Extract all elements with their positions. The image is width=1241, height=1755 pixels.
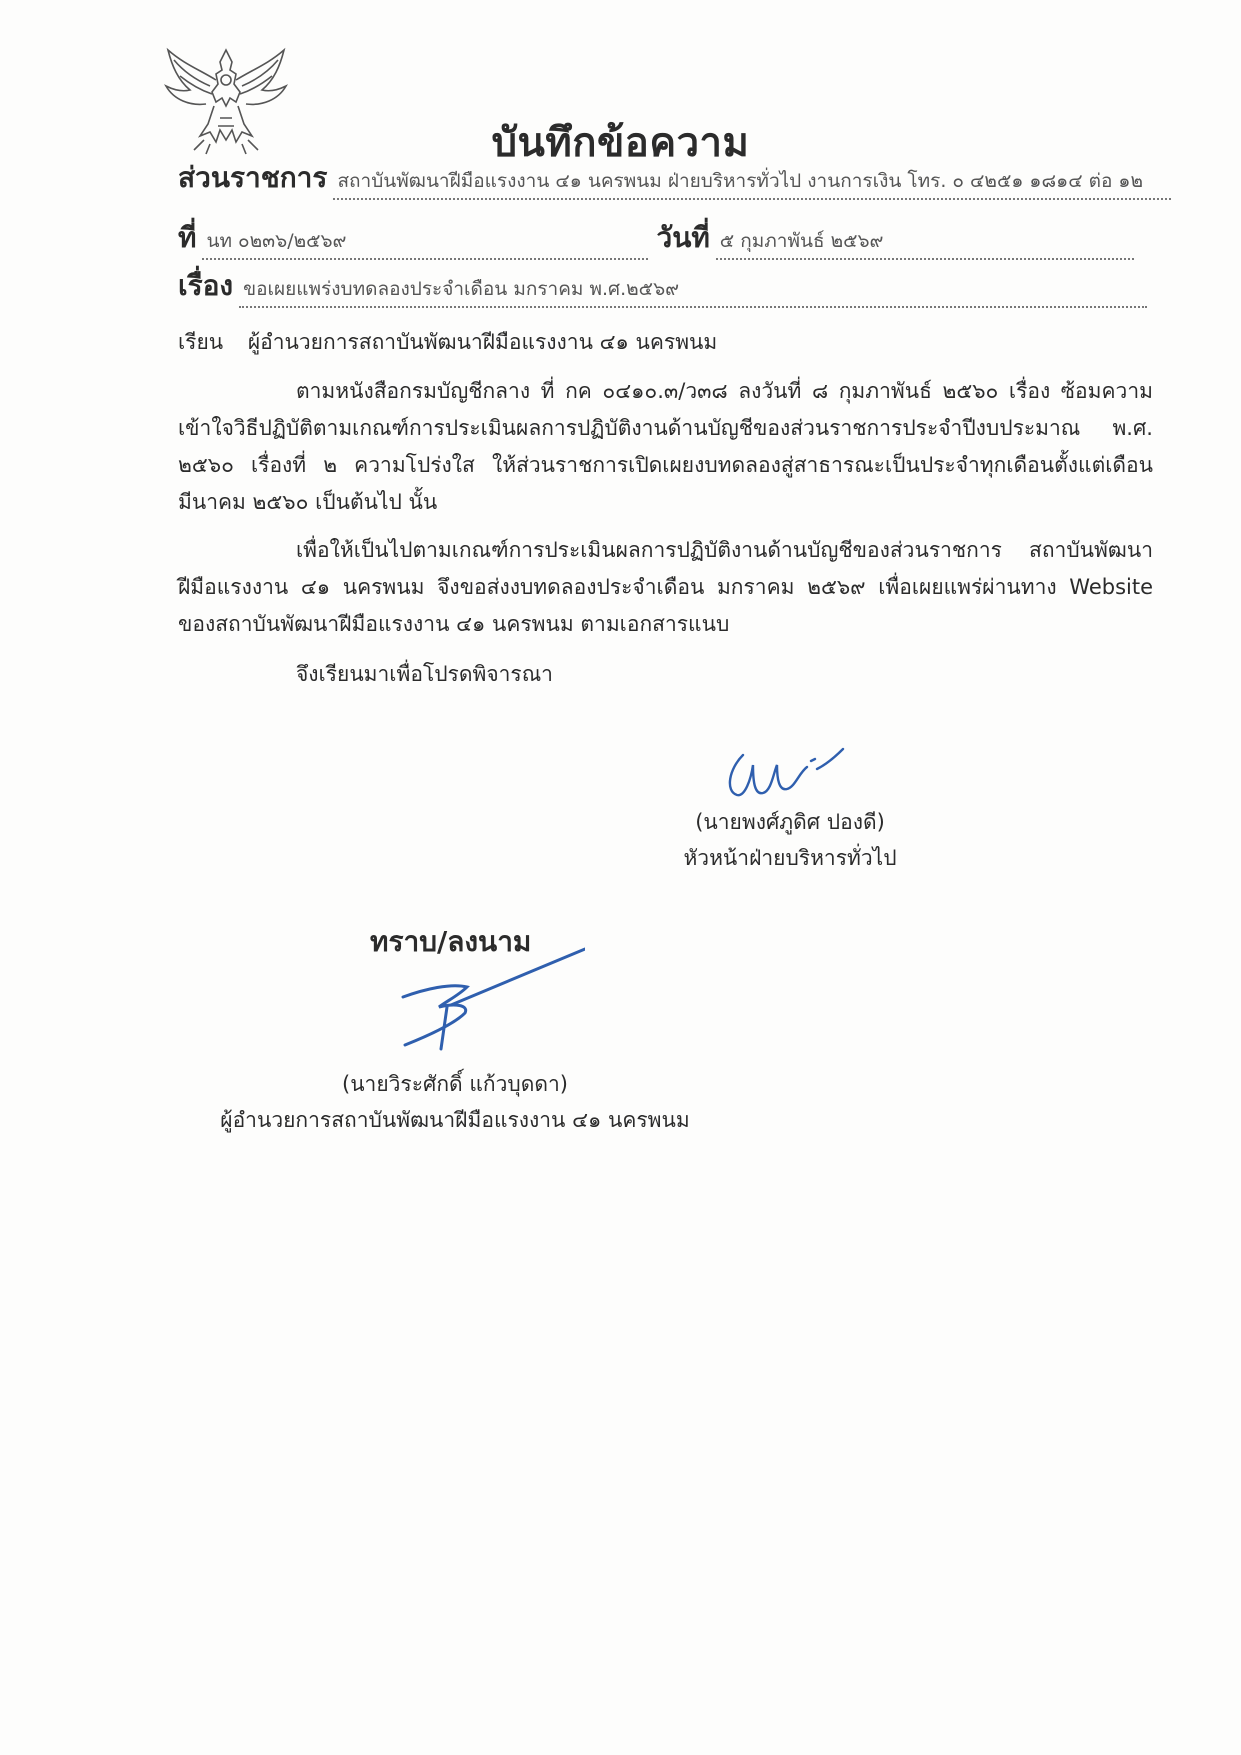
- agency-label: ส่วนราชการ: [178, 161, 328, 194]
- agency-value: สถาบันพัฒนาฝีมือแรงงาน ๔๑ นครพนม ฝ่ายบริหารทั่วไป งานการเงิน โทร. ๐ ๔๒๕๑ ๑๘๑๔ ต่อ ๑๒: [333, 166, 1171, 200]
- salutation-recipient: ผู้อำนวยการสถาบันพัฒนาฝีมือแรงงาน ๔๑ นครพนม: [247, 330, 718, 354]
- subject-row: [178, 268, 1147, 308]
- reference-date-row: [178, 220, 1134, 260]
- signature-2-icon: [395, 945, 585, 1055]
- reference-number: นท ๐๒๓๖/๒๕๖๙: [202, 226, 648, 260]
- subject-value: ขอเผยแพร่งบทดลองประจำเดือน มกราคม พ.ศ.๒๕๖๙: [239, 274, 1147, 308]
- signature-1-icon: [715, 735, 855, 805]
- signatory-2-position: ผู้อำนวยการสถาบันพัฒนาฝีมือแรงงาน ๔๑ นครพนม: [220, 1108, 690, 1132]
- signatory-1-name: (นายพงศ์ภูดิศ ปองดี): [695, 810, 885, 834]
- agency-row: [178, 160, 1171, 200]
- date-value: ๕ กุมภาพันธ์ ๒๕๖๙: [716, 226, 1134, 260]
- closing-line: จึงเรียนมาเพื่อโปรดพิจารณา: [296, 662, 553, 686]
- date-label: วันที่: [656, 221, 710, 254]
- subject-label: เรื่อง: [178, 269, 234, 302]
- signatory-1-position: หัวหน้าฝ่ายบริหารทั่วไป: [683, 846, 897, 870]
- signatory-2-name: (นายวิระศักดิ์ แก้วบุดดา): [342, 1072, 568, 1096]
- salutation: [178, 324, 1153, 361]
- document-title: บันทึกข้อความ: [491, 120, 750, 166]
- salutation-label: เรียน: [178, 330, 224, 354]
- approval-note: ทราบ/ลงนาม: [370, 925, 532, 958]
- reference-label: ที่: [178, 221, 197, 254]
- signatory-2-block: [190, 1066, 720, 1138]
- body-paragraph-1: ตามหนังสือกรมบัญชีกลาง ที่ กค ๐๔๑๐.๓/ว๓๘ ลงวันที่ ๘ กุมภาพันธ์ ๒๕๖๐ เรื่อง ซ้อมความเข้าใจวิธีปฏิบัติตามเกณฑ์การประเมินผลการปฏิบัติงานด้านบัญชีของส่วนราชการประจำปีงบประมาณ พ.ศ. ๒๕๖๐ เรื่องที่ ๒ ความโปร่งใส ให้ส่วนราชการเปิดเผยงบทดลองสู่สาธารณะเป็นประจำทุกเดือนตั้งแต่เดือน มีนาคม ๒๕๖๐ เป็นต้นไป นั้น: [178, 379, 1153, 514]
- body-paragraph-2: เพื่อให้เป็นไปตามเกณฑ์การประเมินผลการปฏิบัติงานด้านบัญชีของส่วนราชการ สถาบันพัฒนาฝีมือแรงงาน ๔๑ นครพนม จึงขอส่งงบทดลองประจำเดือน มกราคม ๒๕๖๙ เพื่อเผยแพร่ผ่านทาง Website ของสถาบันพัฒนาฝีมือแรงงาน ๔๑ นครพนม ตามเอกสารแนบ: [178, 538, 1153, 636]
- signatory-1-block: [640, 804, 940, 876]
